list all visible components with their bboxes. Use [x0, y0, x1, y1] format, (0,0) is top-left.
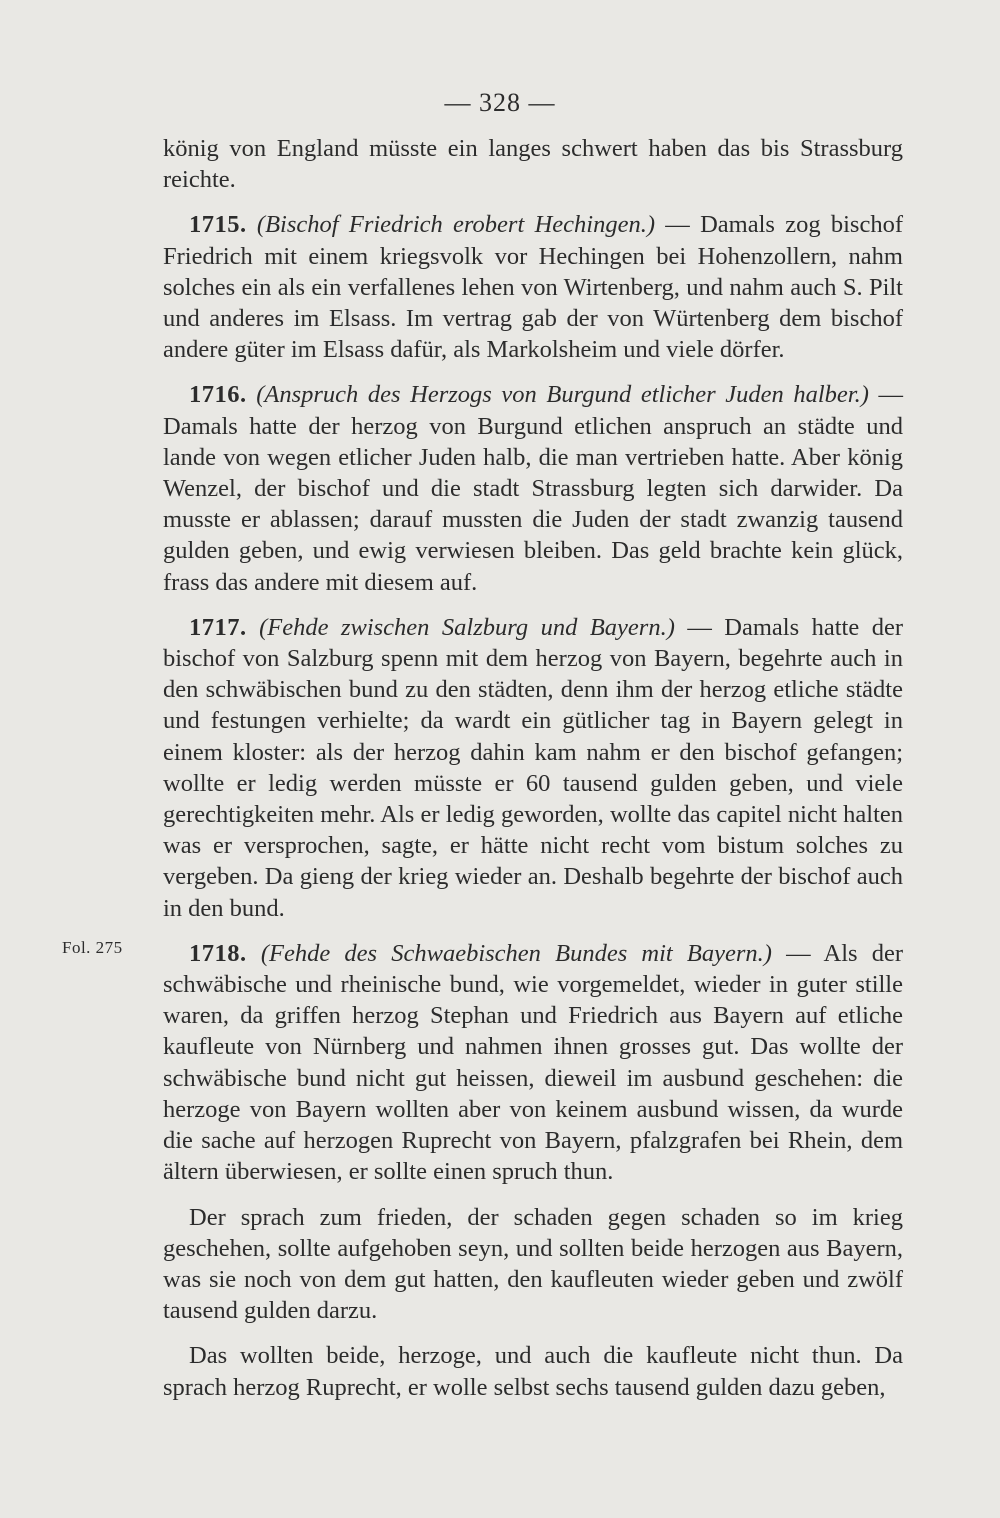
- body-text: [163, 133, 903, 1403]
- entry-heading: (Anspruch des Herzogs von Burgund etlicher Juden halber.): [256, 381, 869, 409]
- margin-note-folio: Fol. 275: [62, 938, 123, 957]
- opening-paragraph: könig von England müsste ein langes schwert haben das bis Strassburg reichte.: [163, 135, 903, 194]
- entry-1718: [163, 938, 903, 1188]
- entry-number: 1715.: [189, 211, 247, 239]
- continuation-paragraph: Der sprach zum frieden, der schaden gegen schaden so im krieg geschehen, sollte aufgehoben seyn, und sollten beide herzogen aus Bayern, was sie noch von dem gut hatten, den kaufleuten wieder geben und zwölf tausend gulden darzu.: [163, 1203, 903, 1325]
- entry-text: — Damals hatte der bischof von Salzburg spenn mit dem herzog von Bayern, begehrte auch in den schwäbischen bund zu den städten, denn ihm der herzog etliche städte und festungen verhielte; da wardt ein gütlicher tag in Bayern gelegt in einem kloster: als der herzog dahin kam nahm er den bischof gefangen; wollte er ledig werden müsste er 60 tausend gulden geben, und viele gerechtigkeiten mehr. Als er ledig geworden, wollte das capitel nicht halten was er versprochen, sagte, er hätte nicht recht vom bistum solches zu vergeben. Da gieng der krieg wieder an. Deshalb begehrte der bischof auch in den bund.: [163, 613, 903, 922]
- entry-number: 1717.: [189, 613, 247, 641]
- entry-text: — Damals zog bischof Friedrich mit einem kriegsvolk vor Hechingen bei Hohenzollern, nahm solches ein als ein verfallenes lehen von Wirtenberg, und nahm auch S. Pilt und anderes im Elsass. Im vertrag gab der von Würtenberg dem bischof andere güter im Elsass dafür, als Markolsheim und viele dörfer.: [163, 211, 904, 364]
- entry-number: 1718.: [189, 939, 247, 967]
- continuation-paragraph: Das wollten beide, herzoge, und auch die kaufleute nicht thun. Da sprach herzog Ruprecht, er wolle selbst sechs tausend gulden dazu geben,: [163, 1342, 903, 1401]
- entry-heading: (Bischof Friedrich erobert Hechingen.): [256, 211, 655, 239]
- entry-heading: (Fehde zwischen Salzburg und Bayern.): [259, 613, 675, 641]
- entry-heading: (Fehde des Schwaebischen Bundes mit Bayern.): [260, 939, 772, 967]
- entry-text: — Als der schwäbische und rheinische bund, wie vorgemeldet, wieder in guter stille waren, da griffen herzog Stephan und Friedrich aus Bayern auf etliche kaufleute von Nürnberg und nahmen ihnen grosses gut. Das wollte der schwäbische bund nicht gut heissen, dieweil im ausbund geschehen: die herzoge von Bayern wollten aber von keinem ausbund wissen, da wurde die sache auf herzogen Ruprecht von Bayern, pfalzgrafen bei Rhein, dem ältern überwiesen, er sollte einen spruch thun.: [163, 939, 904, 1186]
- entry-number: 1716.: [189, 381, 247, 409]
- entry-1717: [163, 612, 903, 924]
- page-number: — 328 —: [444, 88, 556, 117]
- entry-1715: [163, 209, 903, 365]
- entry-text: — Damals hatte der herzog von Burgund etlichen anspruch an städte und lande von wegen etlicher Juden halb, die man vertrieben hatte. Aber könig Wenzel, der bischof und die stadt Strassburg legten sich darwider. Da musste er ablassen; darauf mussten die Juden der stadt zwanzig tausend gulden geben, und ewig verwiesen bleiben. Das geld brachte kein glück, frass das andere mit diesem auf.: [163, 381, 904, 596]
- entry-1716: [163, 379, 903, 597]
